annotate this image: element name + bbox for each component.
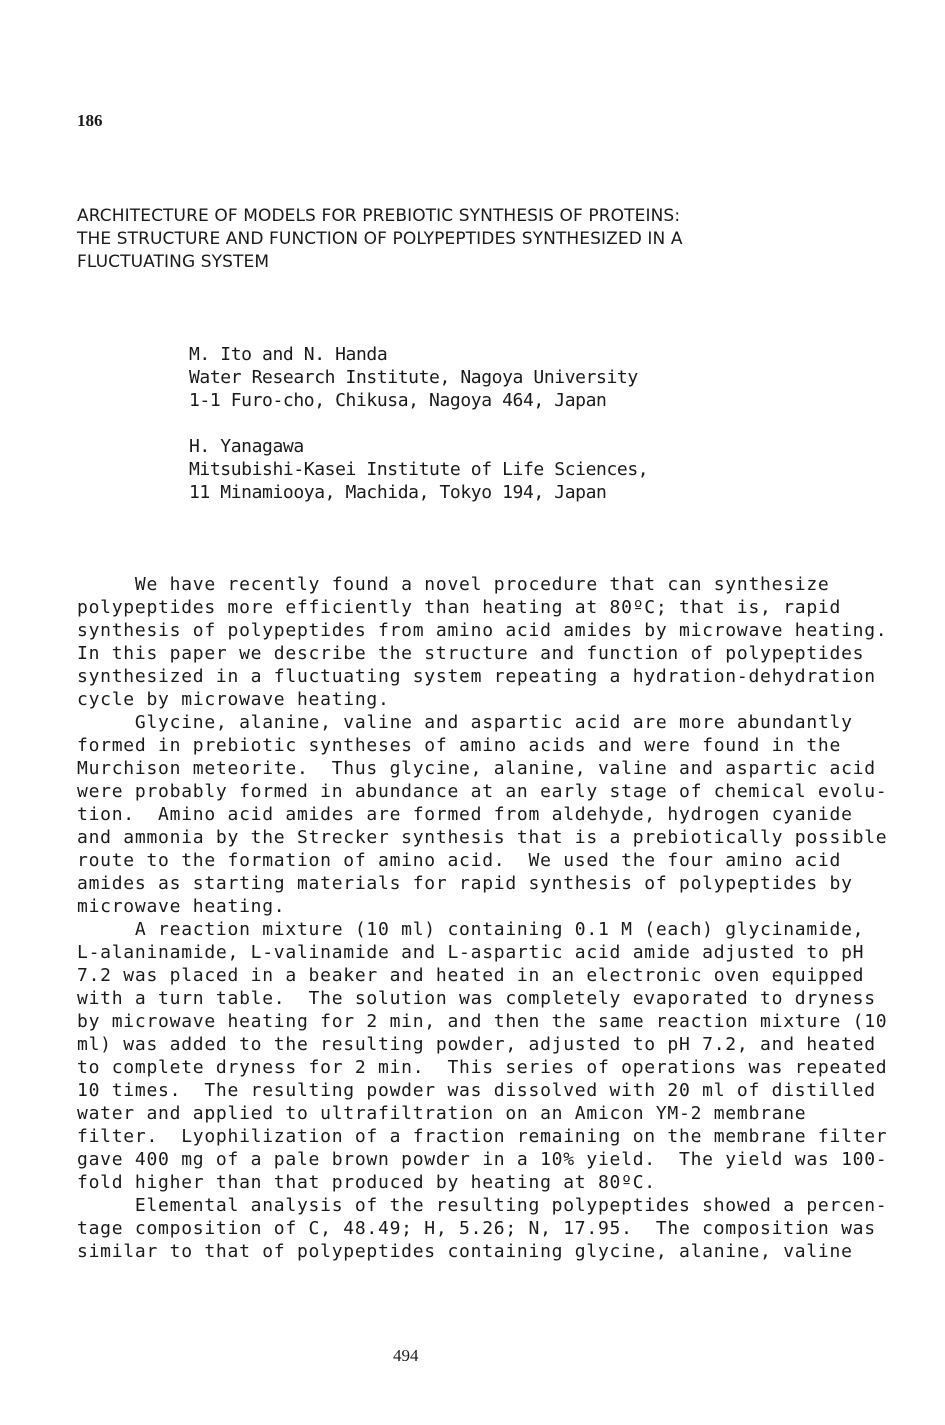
body-line: formed in prebiotic syntheses of amino acids and were found in the [77, 735, 842, 756]
paper-title [77, 205, 877, 274]
author-block-1 [189, 343, 889, 412]
author-names: H. Yanagawa [189, 436, 304, 457]
body-line: A reaction mixture (10 ml) containing 0.1 M (each) glycinamide, [77, 919, 865, 940]
body-line: 7.2 was placed in a beaker and heated in an electronic oven equipped [77, 965, 865, 986]
body-line: Murchison meteorite. Thus glycine, alanine, valine and aspartic acid [77, 758, 876, 779]
body-line: to complete dryness for 2 min. This series of operations was repeated [77, 1057, 888, 1078]
body-line: fold higher than that produced by heating at 80ºC. [77, 1172, 656, 1193]
body-line: 10 times. The resulting powder was dissolved with 20 ml of distilled [77, 1080, 876, 1101]
body-line: with a turn table. The solution was completely evaporated to dryness [77, 988, 876, 1009]
body-line: filter. Lyophilization of a fraction remaining on the membrane filter [77, 1126, 888, 1147]
author-names: M. Ito and N. Handa [189, 344, 388, 365]
author-affiliation: Mitsubishi-Kasei Institute of Life Sciences, [189, 459, 649, 480]
title-line: THE STRUCTURE AND FUNCTION OF POLYPEPTIDES SYNTHESIZED IN A [77, 229, 683, 249]
body-line: ml) was added to the resulting powder, adjusted to pH 7.2, and heated [77, 1034, 876, 1055]
body-line: We have recently found a novel procedure that can synthesize [77, 574, 830, 595]
body-line: In this paper we describe the structure and function of polypeptides [77, 643, 865, 664]
title-line: FLUCTUATING SYSTEM [77, 252, 270, 272]
body-line: L-alaninamide, L-valinamide and L-aspartic acid amide adjusted to pH [77, 942, 865, 963]
body-line: synthesis of polypeptides from amino acid amides by microwave heating. [77, 620, 888, 641]
author-address: 11 Minamiooya, Machida, Tokyo 194, Japan [189, 482, 607, 503]
author-affiliation: Water Research Institute, Nagoya University [189, 367, 638, 388]
body-text [77, 573, 888, 1263]
author-block-2 [189, 435, 889, 504]
body-line: tage composition of C, 48.49; H, 5.26; N, 17.95. The composition was [77, 1218, 876, 1239]
body-line: by microwave heating for 2 min, and then the same reaction mixture (10 [77, 1011, 888, 1032]
body-line: cycle by microwave heating. [77, 689, 390, 710]
body-line: were probably formed in abundance at an early stage of chemical evolu- [77, 781, 888, 802]
body-line: gave 400 mg of a pale brown powder in a 10% yield. The yield was 100- [77, 1149, 888, 1170]
page-number-top: 186 [77, 111, 103, 130]
body-line: Elemental analysis of the resulting polypeptides showed a percen- [77, 1195, 888, 1216]
body-line: route to the formation of amino acid. We used the four amino acid [77, 850, 842, 871]
body-line: Glycine, alanine, valine and aspartic acid are more abundantly [77, 712, 853, 733]
body-line: similar to that of polypeptides containing glycine, alanine, valine [77, 1241, 853, 1262]
body-line: and ammonia by the Strecker synthesis that is a prebiotically possible [77, 827, 888, 848]
body-line: synthesized in a fluctuating system repeating a hydration-dehydration [77, 666, 876, 687]
body-line: polypeptides more efficiently than heating at 80ºC; that is, rapid [77, 597, 842, 618]
title-line: ARCHITECTURE OF MODELS FOR PREBIOTIC SYNTHESIS OF PROTEINS: [77, 206, 681, 226]
body-line: tion. Amino acid amides are formed from aldehyde, hydrogen cyanide [77, 804, 853, 825]
author-address: 1-1 Furo-cho, Chikusa, Nagoya 464, Japan [189, 390, 607, 411]
body-line: microwave heating. [77, 896, 286, 917]
page-number-bottom: 494 [393, 1346, 419, 1365]
body-line: water and applied to ultrafiltration on an Amicon YM-2 membrane [77, 1103, 807, 1124]
body-line: amides as starting materials for rapid synthesis of polypeptides by [77, 873, 853, 894]
